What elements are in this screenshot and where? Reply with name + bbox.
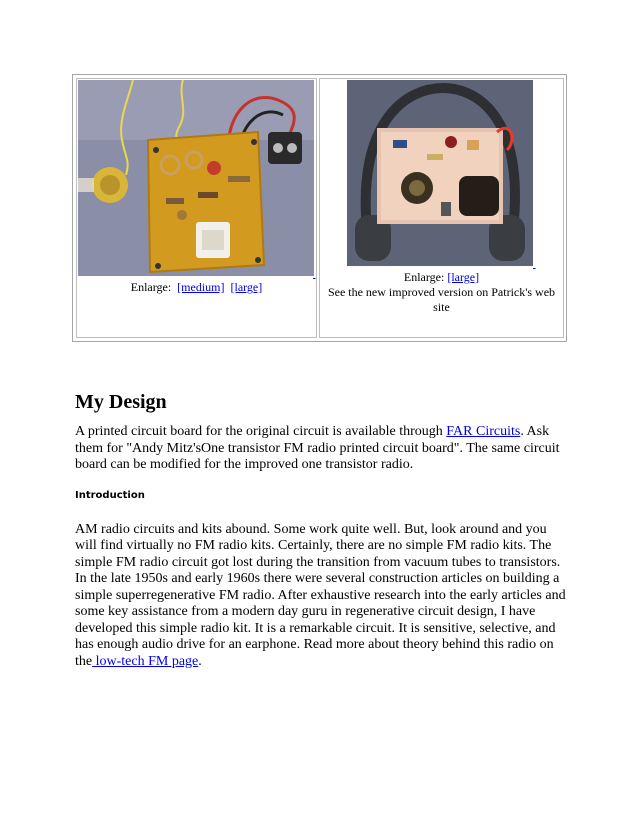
patrick-site-note: See the new improved version on Patrick's web site — [327, 285, 556, 314]
intro-paragraph — [75, 522, 567, 671]
right-caption — [320, 270, 563, 285]
left-caption — [77, 280, 316, 295]
image-cell-improved — [319, 78, 564, 338]
pcb-text-after: . Ask them for "Andy Mitz'sOne transistor FM radio printed circuit board". The same circuit board can be modified for the improved one transistor radio. — [75, 424, 560, 472]
right-caption-prefix: Enlarge: — [403, 270, 445, 284]
low-tech-fm-link[interactable]: low-tech FM page — [92, 653, 199, 669]
intro-text-before: AM radio circuits and kits abound. Some work quite well. But, look around and you will find virtually no FM radio kits. Certainly, there are no simple FM radio kits. The simple FM radio circuit got lost during the transition from vacuum tubes to transistors. In the late 1950s and early 1960s there were several construction articles on building a simple superregenerative FM radio. After exhaustive research into the early articles and some key assistance from a modern day guru in regenerative circuit design, I have developed this simple radio kit. It is a remarkable circuit. It is sensitive, selective, and has enough audio drive for an earphone. Read more about theory behind this radio on the — [75, 521, 566, 669]
pcb-text-before: A printed circuit board for the original circuit is available through — [75, 424, 447, 439]
enlarge-large-link-right[interactable]: [large] — [447, 270, 480, 284]
headphone-radio-photo[interactable] — [347, 80, 533, 266]
image-table — [72, 74, 567, 342]
section-heading: My Design — [75, 391, 167, 413]
enlarge-large-link-left[interactable]: [large] — [230, 280, 263, 294]
photo-link-marker-right[interactable] — [533, 259, 536, 270]
left-caption-prefix: Enlarge: — [130, 280, 172, 294]
pcb-paragraph — [75, 424, 567, 474]
article — [75, 390, 567, 670]
far-circuits-link[interactable]: FAR Circuits — [446, 424, 521, 439]
image-cell-original — [76, 78, 317, 338]
photo-link-marker[interactable] — [313, 269, 316, 280]
introduction-subheading: Introduction — [75, 489, 145, 501]
enlarge-medium-link[interactable]: [medium] — [177, 280, 225, 294]
intro-text-after: . — [198, 653, 202, 669]
circuit-board-photo[interactable] — [78, 80, 314, 276]
